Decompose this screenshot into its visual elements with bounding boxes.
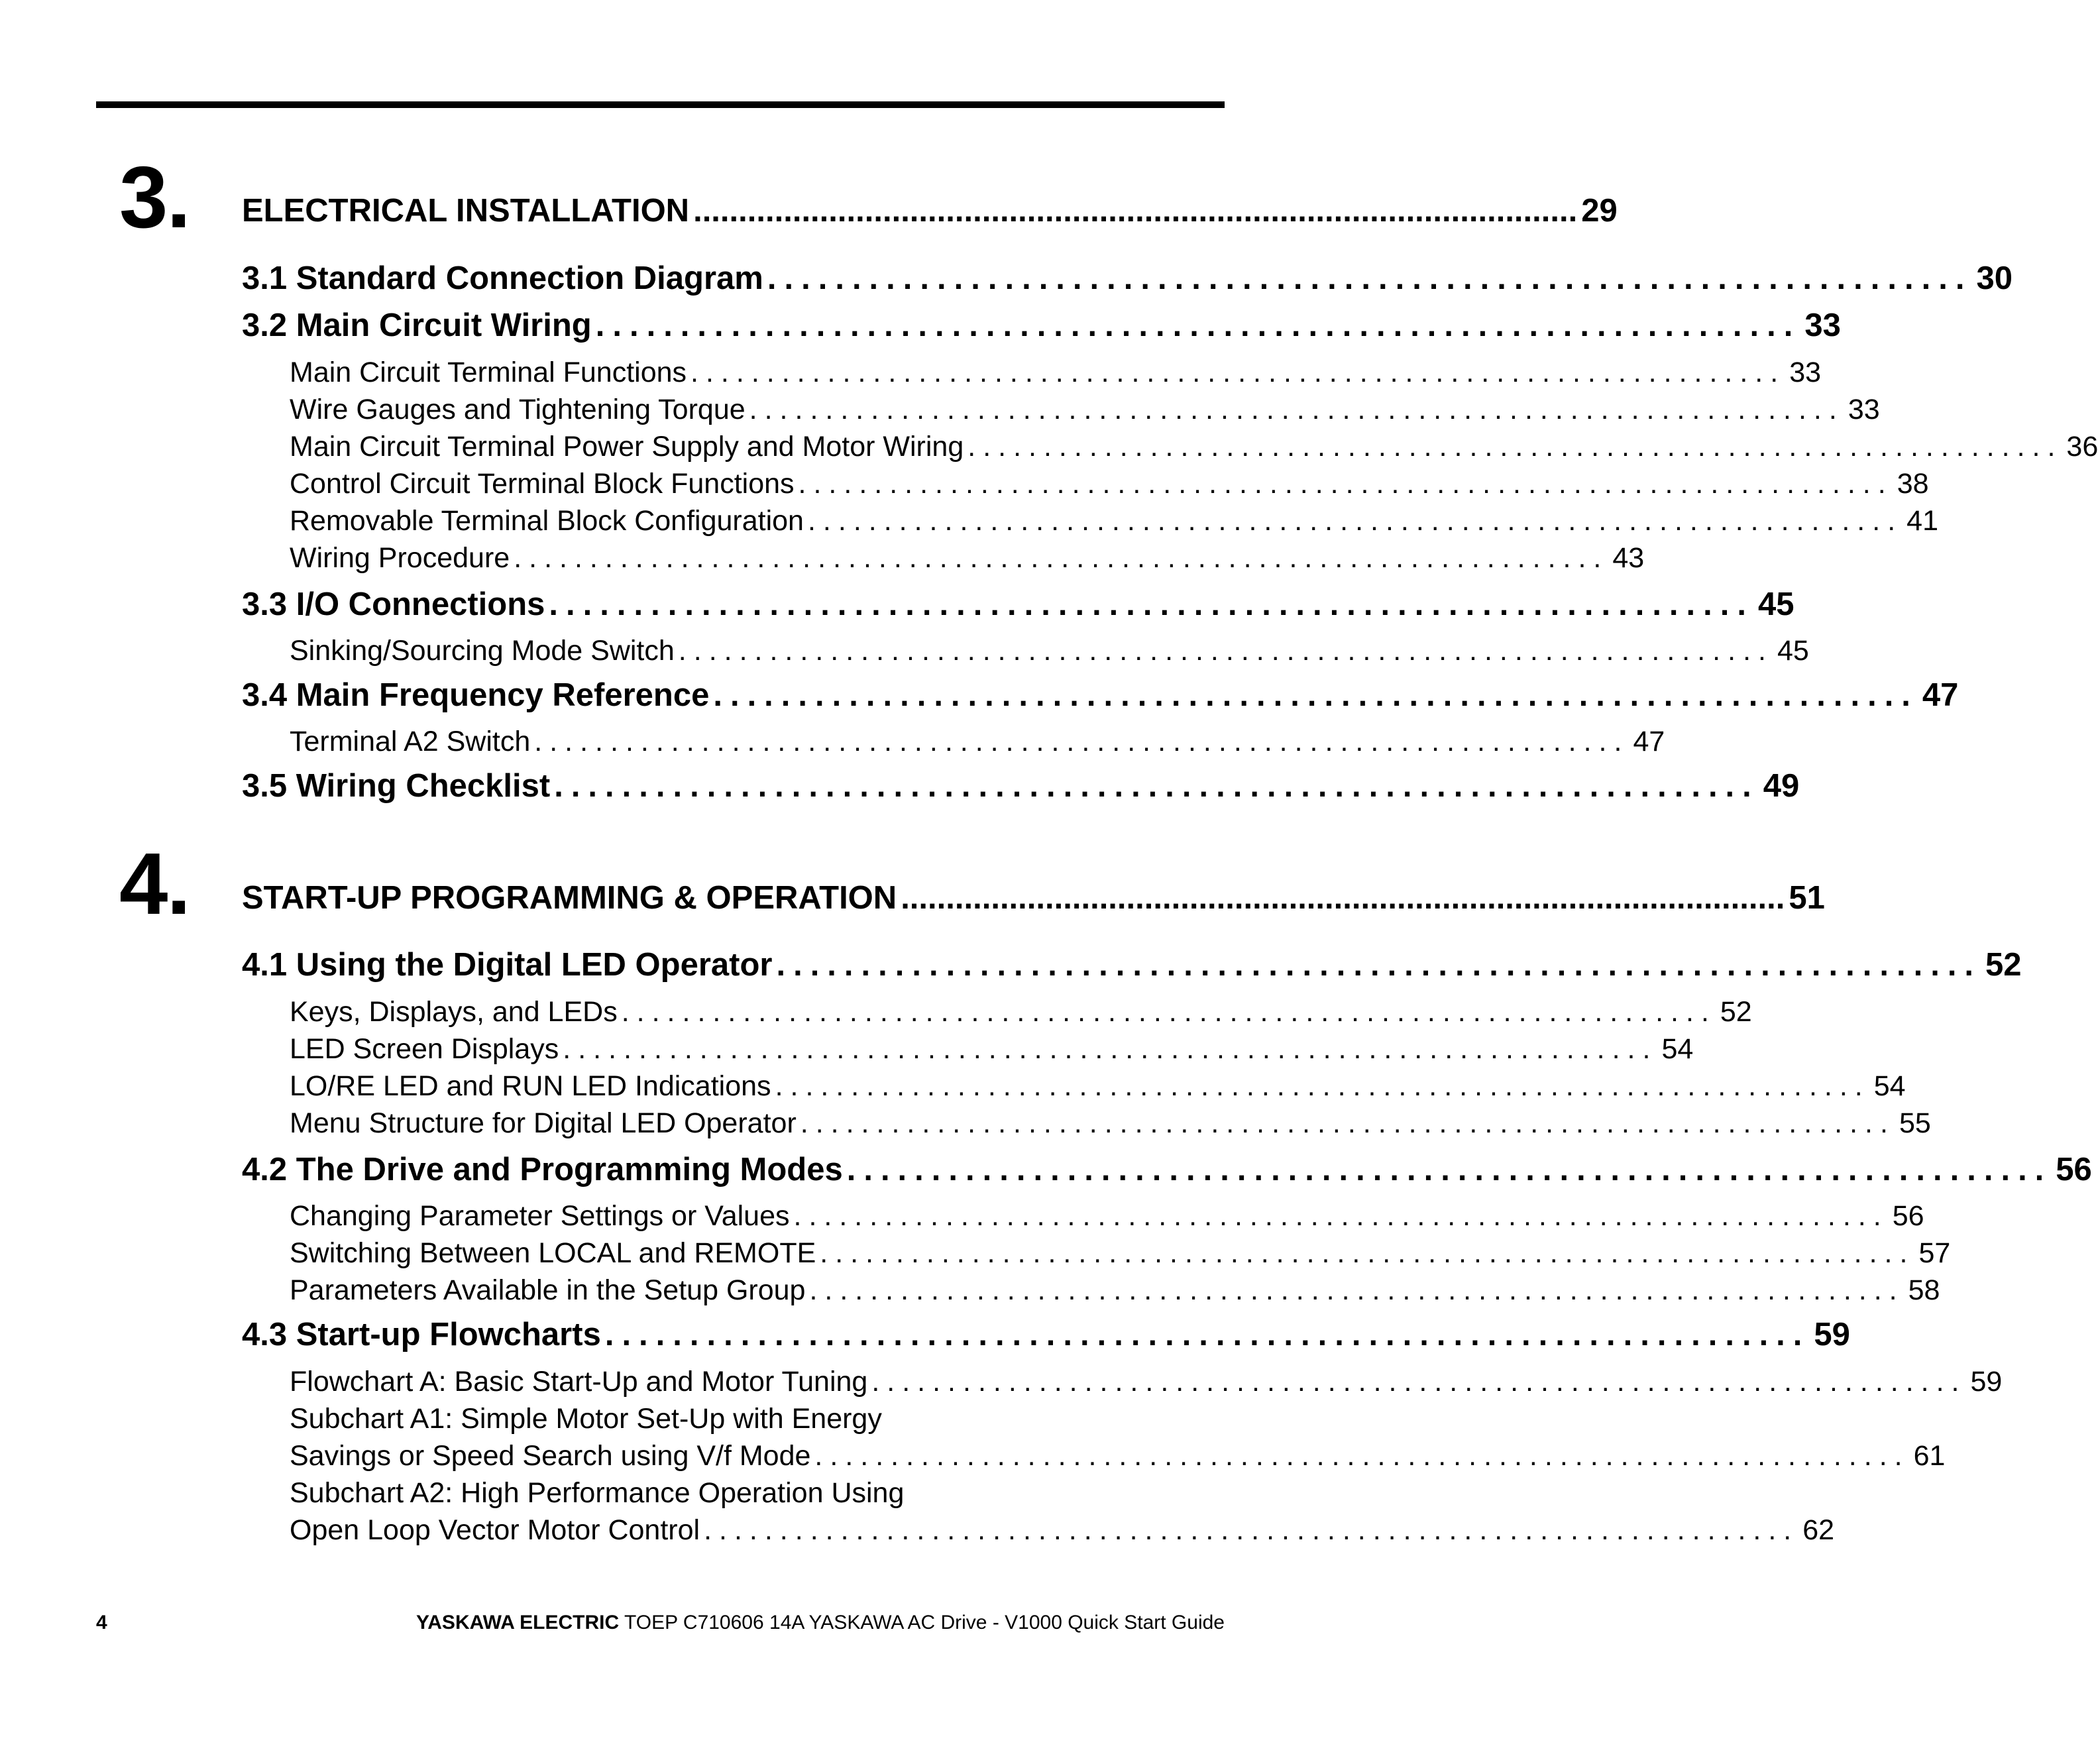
toc-page-number: 61 [1913,1440,1946,1472]
toc-item-entry[interactable] [290,635,1809,667]
toc-item-title: Wire Gauges and Tightening Torque [290,394,745,425]
toc-section-title: 3.2 Main Circuit Wiring [242,307,592,343]
dot-leader: ........................................................................ [807,505,1903,537]
footer-page-number: 4 [96,1612,107,1633]
toc-section-entry[interactable] [242,1151,2092,1188]
toc-item-title: Removable Terminal Block Configuration [290,505,804,537]
page-footer [96,1612,1225,1634]
toc-page-number: 58 [1908,1274,1940,1306]
dot-leader: ....................................................................... [846,1152,2052,1187]
toc-page-number: 33 [1848,394,1880,425]
toc-item-entry[interactable] [290,1237,1951,1270]
toc-section-entry[interactable] [242,260,2013,297]
dot-leader: ....................................................................... [604,1317,1810,1352]
toc-item-entry[interactable] [290,394,1880,426]
toc-item-entry[interactable] [290,1366,2003,1398]
footer-brand: YASKAWA ELECTRIC [416,1612,620,1633]
toc-section-entry[interactable] [242,677,1959,714]
toc-item-title: Control Circuit Terminal Block Functions [290,468,795,500]
toc-section-title: 4.2 The Drive and Programming Modes [242,1152,843,1187]
toc-section-title: 3.3 I/O Connections [242,586,545,622]
toc-page-number: 29 [1581,193,1618,229]
toc-item-entry[interactable] [290,1274,1940,1307]
toc-section-entry[interactable] [242,767,1800,804]
toc-section-entry[interactable] [242,307,1841,344]
toc-item-entry[interactable] [290,431,2098,463]
dot-leader: ........................................................................ [749,394,1844,425]
dot-leader: ........................................................................ [809,1274,1905,1306]
toc-page-number: 52 [1985,947,2022,983]
toc-item-entry[interactable] [290,1070,1906,1103]
toc-item-entry[interactable] [290,1440,1946,1472]
toc-page-number: 51 [1789,880,1825,916]
toc-item-title: Flowchart A: Basic Start-Up and Motor Tuning [290,1366,868,1398]
toc-item-entry[interactable] [290,468,1929,500]
dot-leader: ........................................................................ [514,542,1609,574]
toc-page-number: 41 [1906,505,1938,537]
toc-item-title-line1[interactable]: Subchart A1: Simple Motor Set-Up with Energy [290,1403,882,1435]
dot-leader: ........................................................................ [793,1200,1889,1232]
dot-leader: ........................................................................ [814,1440,1910,1472]
toc-page-number: 45 [1777,635,1809,667]
toc-item-entry[interactable] [290,1514,1835,1547]
toc-item-title: Sinking/Sourcing Mode Switch [290,635,675,667]
toc-page-number: 43 [1612,542,1645,574]
dot-leader: ........................................................................ [690,357,1786,388]
toc-item-title: LO/RE LED and RUN LED Indications [290,1070,771,1102]
toc-page-number: 33 [1789,357,1822,388]
dot-leader: .................................................................................................. [901,880,1785,916]
toc-item-title: Terminal A2 Switch [290,726,531,757]
toc-item-title: Main Circuit Terminal Power Supply and Motor Wiring [290,431,964,463]
toc-item-title: Switching Between LOCAL and REMOTE [290,1237,816,1269]
toc-item-title: Changing Parameter Settings or Values [290,1200,790,1232]
dot-leader: ....................................................................... [554,768,1759,804]
chapter-number: 3. [119,148,190,246]
dot-leader: ........................................................................ [678,635,1773,667]
toc-page-number: 55 [1899,1107,1931,1139]
toc-section-title: 3.4 Main Frequency Reference [242,677,710,713]
toc-chapter-entry[interactable] [242,879,1825,916]
toc-item-entry[interactable] [290,357,1822,389]
toc-item-entry[interactable] [290,996,1752,1028]
dot-leader: ........................................................................ [775,1070,1870,1102]
chapter-number: 4. [119,835,190,932]
toc-item-entry[interactable] [290,1033,1694,1066]
toc-item-entry[interactable] [290,542,1645,575]
dot-leader: ........................................................................ [871,1366,1967,1398]
toc-page-number: 56 [1892,1200,1924,1232]
toc-item-title: Savings or Speed Search using V/f Mode [290,1440,811,1472]
dot-leader: ....................................................................... [767,260,1973,296]
toc-page-number: 33 [1804,307,1841,343]
toc-item-title: Main Circuit Terminal Functions [290,357,687,388]
toc-chapter-title: ELECTRICAL INSTALLATION [242,193,690,229]
dot-leader: ....................................................................... [713,677,1918,713]
toc-page-number: 59 [1970,1366,2003,1398]
toc-item-title: Keys, Displays, and LEDs [290,996,618,1028]
dot-leader: ........................................................................ [563,1033,1658,1065]
toc-item-entry[interactable] [290,1200,1924,1233]
toc-item-title: LED Screen Displays [290,1033,559,1065]
top-rule [96,101,1225,108]
toc-section-entry[interactable] [242,946,2022,983]
dot-leader: ........................................................................ [621,996,1716,1028]
toc-item-title: Parameters Available in the Setup Group [290,1274,806,1306]
dot-leader: .................................................................................................. [693,193,1578,229]
dot-leader: ........................................................................ [704,1514,1799,1546]
toc-page-number: 57 [1918,1237,1951,1269]
toc-page-number: 47 [1633,726,1665,757]
toc-section-title: 3.5 Wiring Checklist [242,768,551,804]
dot-leader: ........................................................................ [800,1107,1895,1139]
toc-page-number: 38 [1897,468,1929,500]
toc-page-number: 47 [1922,677,1959,713]
toc-item-title: Open Loop Vector Motor Control [290,1514,700,1546]
dot-leader: ....................................................................... [549,586,1754,622]
toc-item-entry[interactable] [290,505,1938,537]
dot-leader: ........................................................................ [820,1237,1915,1269]
toc-page-number: 45 [1758,586,1794,622]
toc-chapter-title: START-UP PROGRAMMING & OPERATION [242,880,897,916]
dot-leader: ........................................................................ [967,431,2063,463]
toc-section-title: 4.3 Start-up Flowcharts [242,1317,601,1352]
toc-item-title: Wiring Procedure [290,542,510,574]
toc-page-number: 59 [1814,1317,1850,1352]
dot-leader: ........................................................................ [534,726,1629,757]
toc-page-number: 49 [1763,768,1800,804]
toc-section-title: 3.1 Standard Connection Diagram [242,260,763,296]
toc-item-entry[interactable] [290,726,1665,758]
toc-item-entry[interactable] [290,1107,1931,1140]
toc-section-title: 4.1 Using the Digital LED Operator [242,947,773,983]
toc-chapter-entry[interactable] [242,192,1618,229]
toc-page-number: 54 [1873,1070,1906,1102]
toc-section-entry[interactable] [242,1316,1850,1353]
toc-page-number: 56 [2056,1152,2092,1187]
toc-page-number: 52 [1720,996,1752,1028]
dot-leader: ........................................................................ [798,468,1893,500]
toc-page-number: 54 [1661,1033,1694,1065]
toc-item-title-line1[interactable]: Subchart A2: High Performance Operation Using [290,1477,905,1509]
toc-section-entry[interactable] [242,586,1794,623]
toc-page-number: 36 [2066,431,2098,463]
toc-page-number: 30 [1976,260,2013,296]
dot-leader: ....................................................................... [776,947,1982,983]
footer-doc-title: TOEP C710606 14A YASKAWA AC Drive - V1000 Quick Start Guide [624,1612,1225,1633]
toc-item-title: Menu Structure for Digital LED Operator [290,1107,797,1139]
dot-leader: ....................................................................... [595,307,1801,343]
footer-doc-info [416,1612,1225,1634]
toc-page-number: 62 [1802,1514,1835,1546]
